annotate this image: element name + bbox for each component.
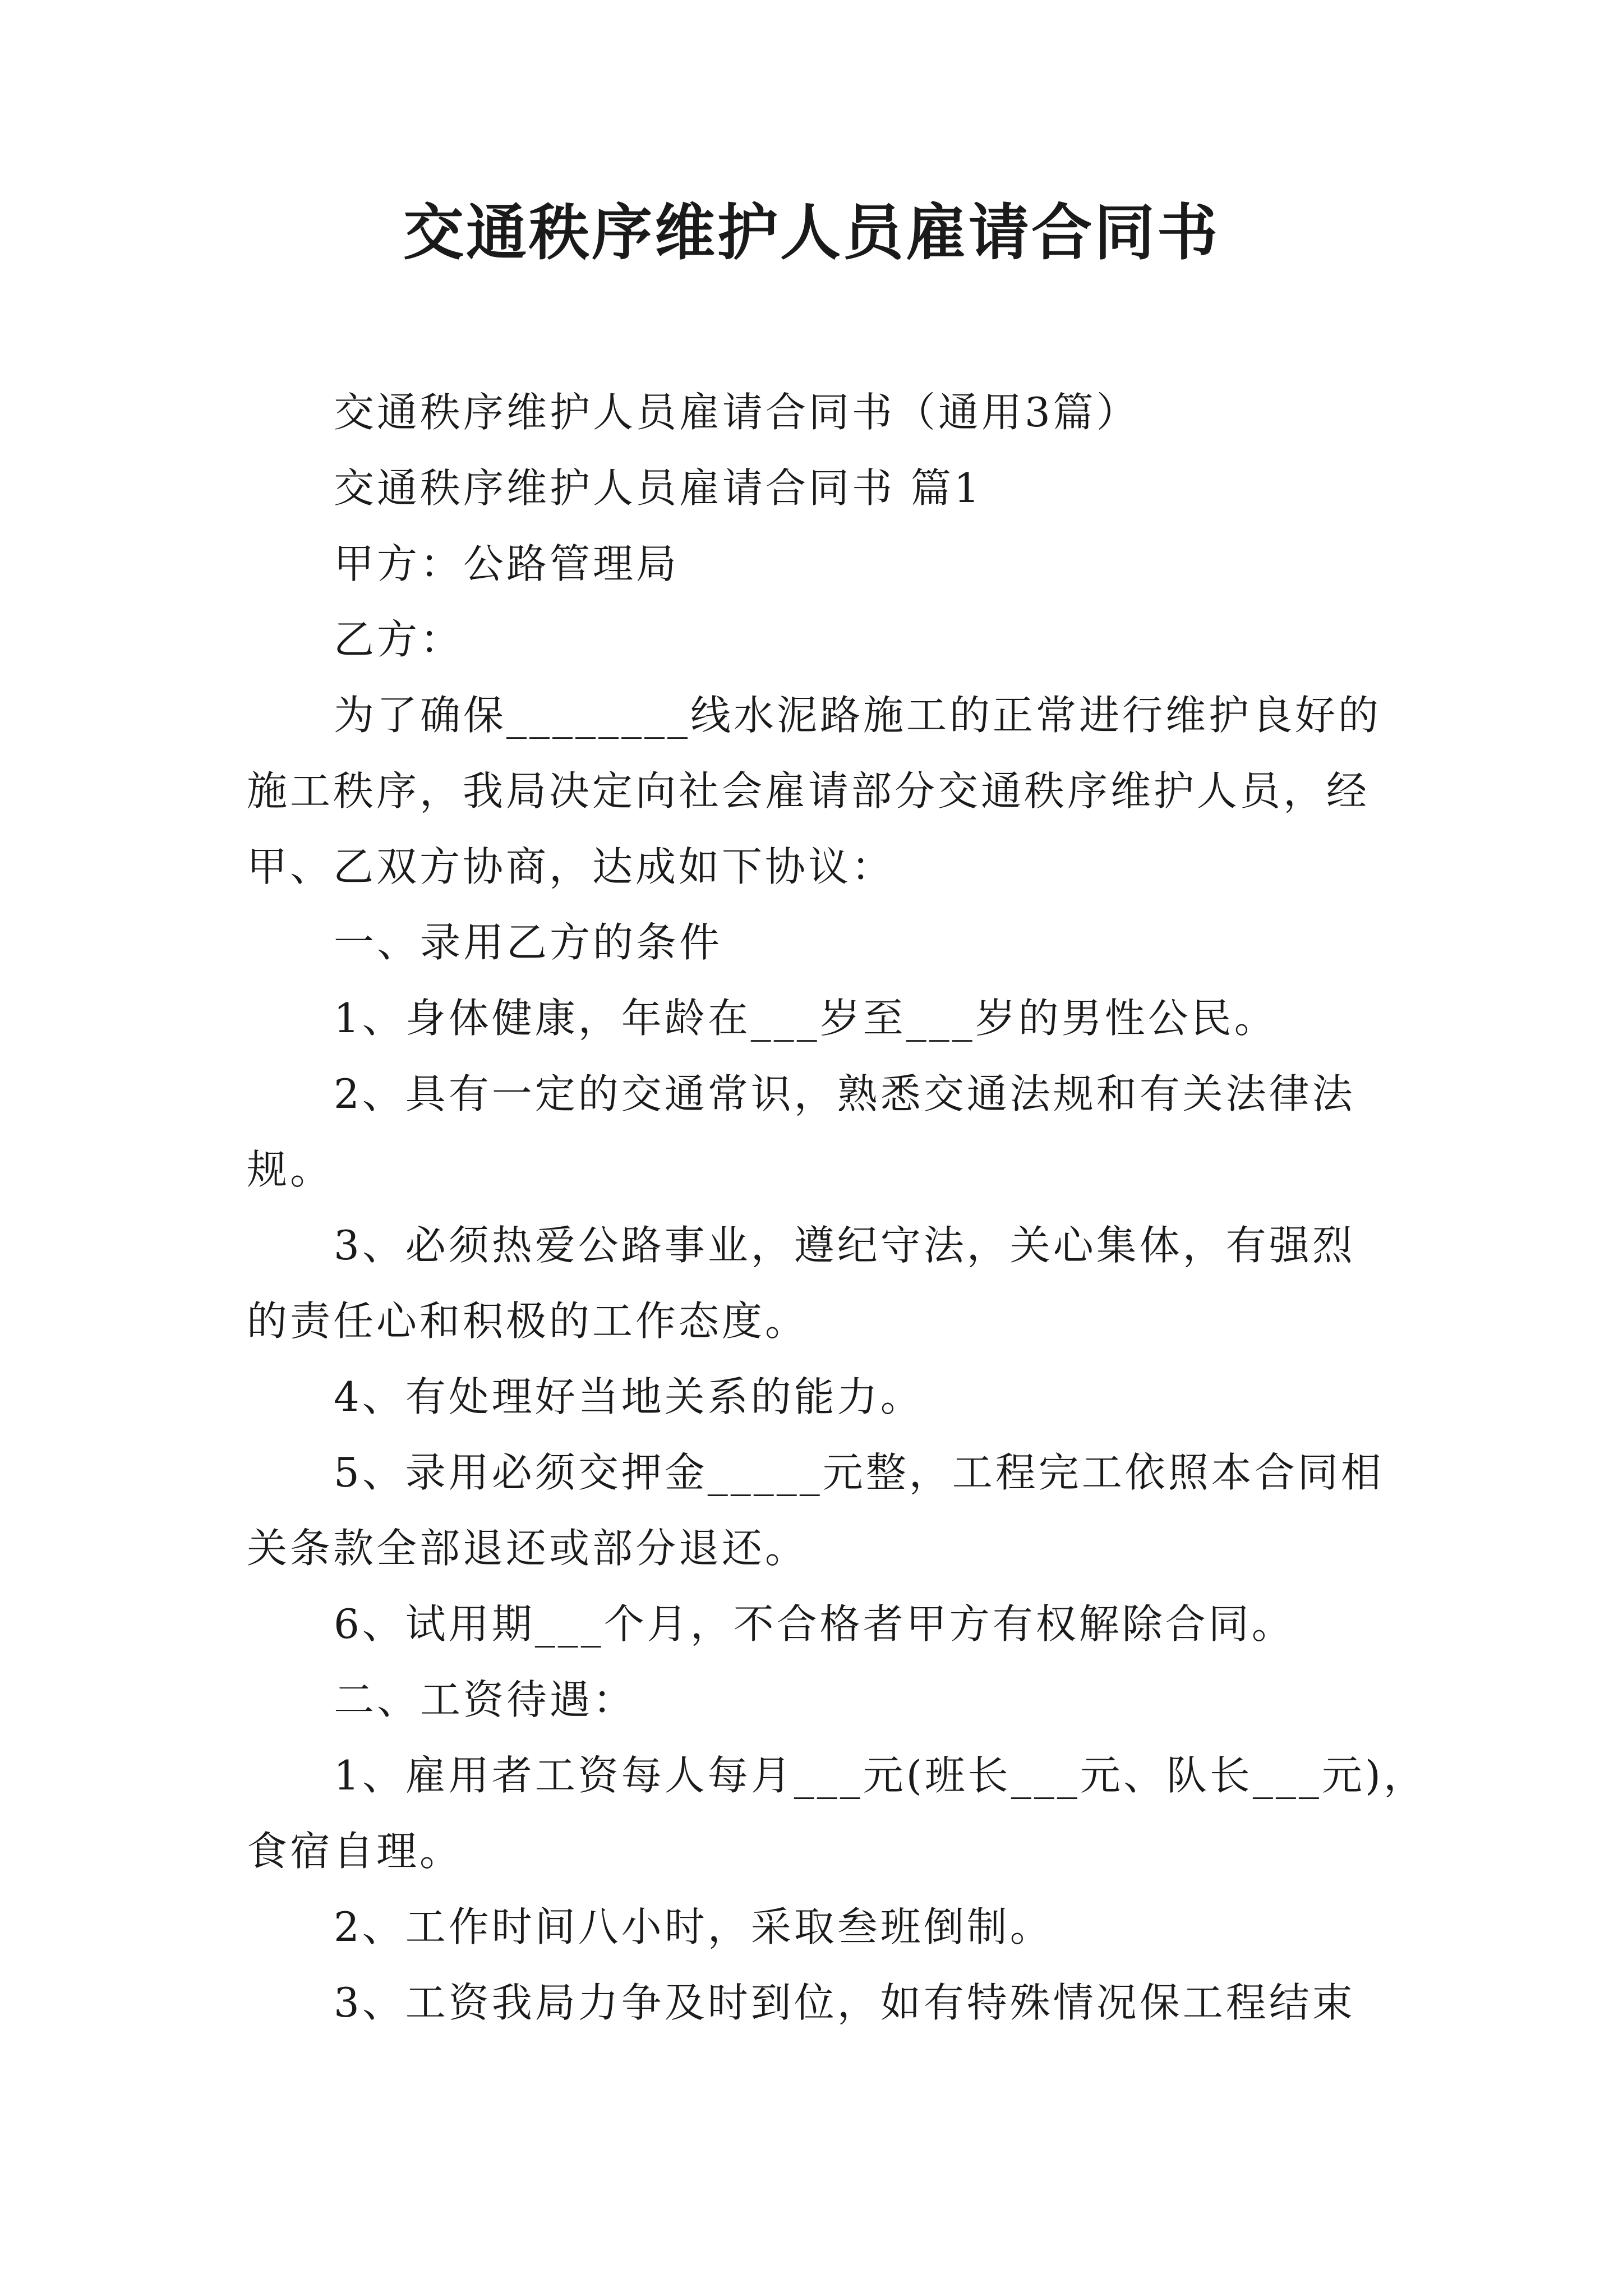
clause-line: 4、有处理好当地关系的能力。 [334, 1373, 924, 1420]
clause-line: 5、录用必须交押金_____元整，工程完工依照本合同相 [334, 1449, 1384, 1496]
clause-line: 2、具有一定的交通常识，熟悉交通法规和有关法律法 [334, 1070, 1355, 1117]
paragraph-line: 甲、乙双方协商，达成如下协议： [247, 843, 895, 890]
clause-line: 3、工资我局力争及时到位，如有特殊情况保工程结束 [334, 1979, 1355, 2026]
document-title: 交通秩序维护人员雇请合同书 [403, 197, 1220, 268]
clause-line: 的责任心和积极的工作态度。 [247, 1297, 809, 1345]
clause-line: 2、工作时间八小时，采取叁班倒制。 [334, 1903, 1053, 1950]
clause-line: 规。 [247, 1146, 334, 1193]
paragraph-line: 施工秩序，我局决定向社会雇请部分交通秩序维护人员，经 [247, 767, 1370, 815]
clause-line: 食宿自理。 [247, 1828, 463, 1875]
paragraph-line: 为了确保________线水泥路施工的正常进行维护良好的 [334, 692, 1382, 739]
clause-line: 6、试用期___个月，不合格者甲方有权解除合同。 [334, 1600, 1295, 1648]
clause-line: 1、身体健康，年龄在___岁至___岁的男性公民。 [334, 995, 1278, 1042]
clause-line: 关条款全部退还或部分退还。 [247, 1525, 809, 1572]
clause-line: 3、必须热爱公路事业，遵纪守法，关心集体，有强烈 [334, 1222, 1355, 1269]
subtitle-line: 交通秩序维护人员雇请合同书（通用3篇） [334, 389, 1140, 436]
clause-line: 1、雇用者工资每人每月___元(班长___元、队长___元)， [334, 1752, 1427, 1799]
party-b-line: 乙方： [334, 616, 464, 663]
section-heading: 二、工资待遇： [334, 1676, 637, 1723]
chapter-heading: 交通秩序维护人员雇请合同书 篇1 [334, 464, 983, 512]
section-heading: 一、录用乙方的条件 [334, 919, 723, 966]
party-a-line: 甲方：公路管理局 [334, 540, 680, 587]
